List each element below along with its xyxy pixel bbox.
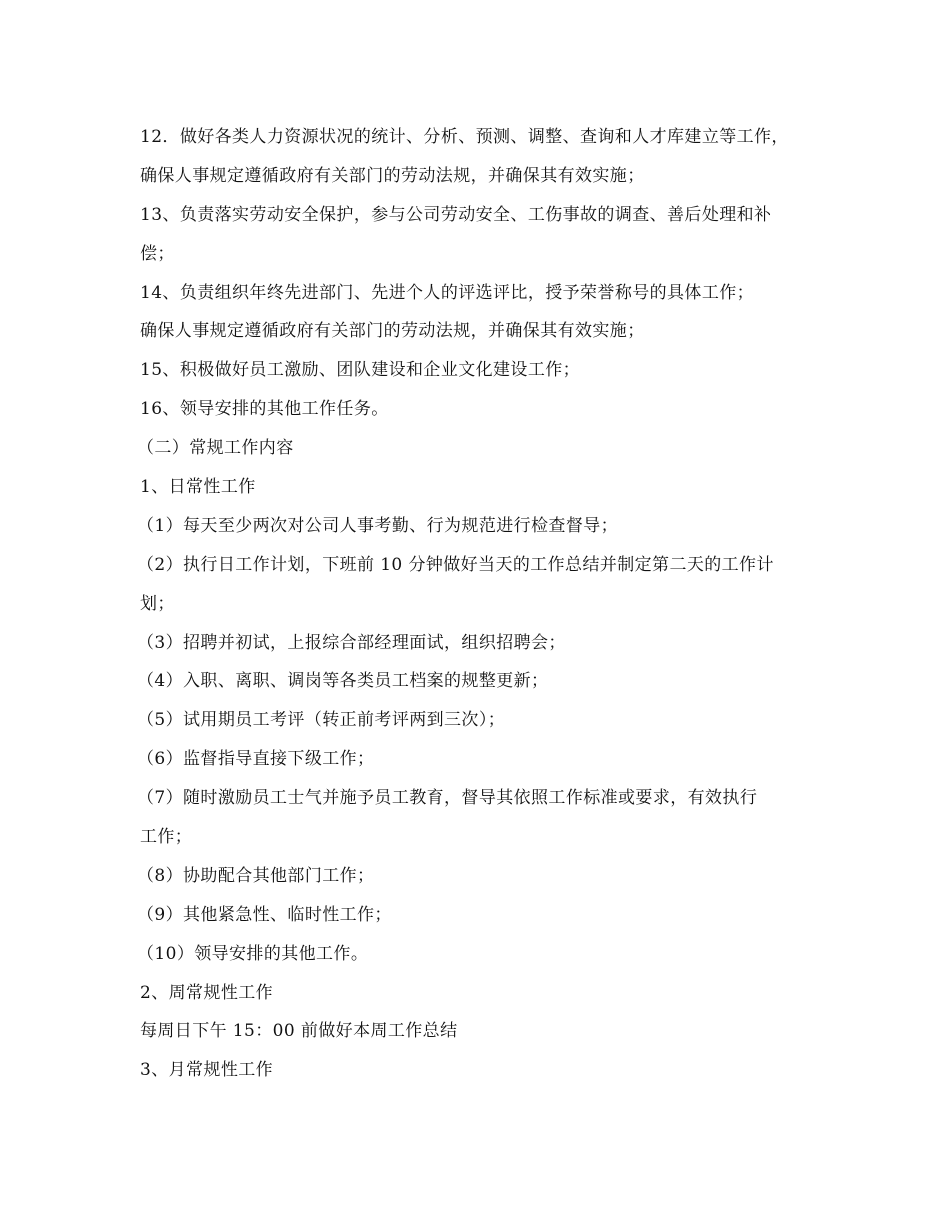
text-line: 确保人事规定遵循政府有关部门的劳动法规，并确保其有效实施； — [140, 165, 645, 186]
list-item: （4）入职、离职、调岗等各类员工档案的规整更新； — [137, 671, 549, 692]
section-heading: （二）常规工作内容 — [137, 438, 294, 459]
text-line: 偿； — [140, 243, 175, 264]
subsection-heading: 3、月常规性工作 — [140, 1060, 274, 1081]
subsection-heading: 2、周常规性工作 — [140, 982, 274, 1003]
list-item: （6）监督指导直接下级工作； — [137, 749, 375, 770]
list-item: （7）随时激励员工士气并施予员工教育，督导其依照工作标准或要求，有效执行 — [137, 788, 758, 809]
list-item: （5）试用期员工考评（转正前考评两到三次）； — [137, 710, 506, 731]
text-line: 12．做好各类人力资源状况的统计、分析、预测、调整、查询和人才库建立等工作， — [140, 127, 789, 147]
list-item: （3）招聘并初试，上报综合部经理面试，组织招聘会； — [137, 632, 566, 653]
list-item: （10）领导安排的其他工作。 — [137, 943, 369, 964]
subsection-heading: 1、日常性工作 — [140, 477, 256, 498]
text-line: 15、积极做好员工激励、团队建设和企业文化建设工作； — [140, 360, 581, 381]
list-item: （9）其他紧急性、临时性工作； — [137, 904, 392, 925]
text-line: 工作； — [140, 827, 193, 848]
document-body — [137, 118, 830, 1090]
list-item: （8）协助配合其他部门工作； — [137, 865, 375, 886]
list-item: （1）每天至少两次对公司人事考勤、行为规范进行检查督导； — [137, 515, 619, 536]
text-line: 14、负责组织年终先进部门、先进个人的评选评比，授予荣誉称号的具体工作； — [140, 282, 755, 303]
text-line: 13、负责落实劳动安全保护，参与公司劳动安全、工伤事故的调查、善后处理和补 — [140, 204, 772, 225]
text-line: 划； — [140, 593, 175, 614]
text-line: 确保人事规定遵循政府有关部门的劳动法规，并确保其有效实施； — [140, 321, 645, 342]
text-line: 每周日下午 15：00 前做好本周工作总结 — [140, 1021, 458, 1042]
list-item: （2）执行日工作计划，下班前 10 分钟做好当天的工作总结并制定第二天的工作计 — [137, 554, 774, 575]
text-line: 16、领导安排的其他工作任务。 — [140, 399, 389, 420]
